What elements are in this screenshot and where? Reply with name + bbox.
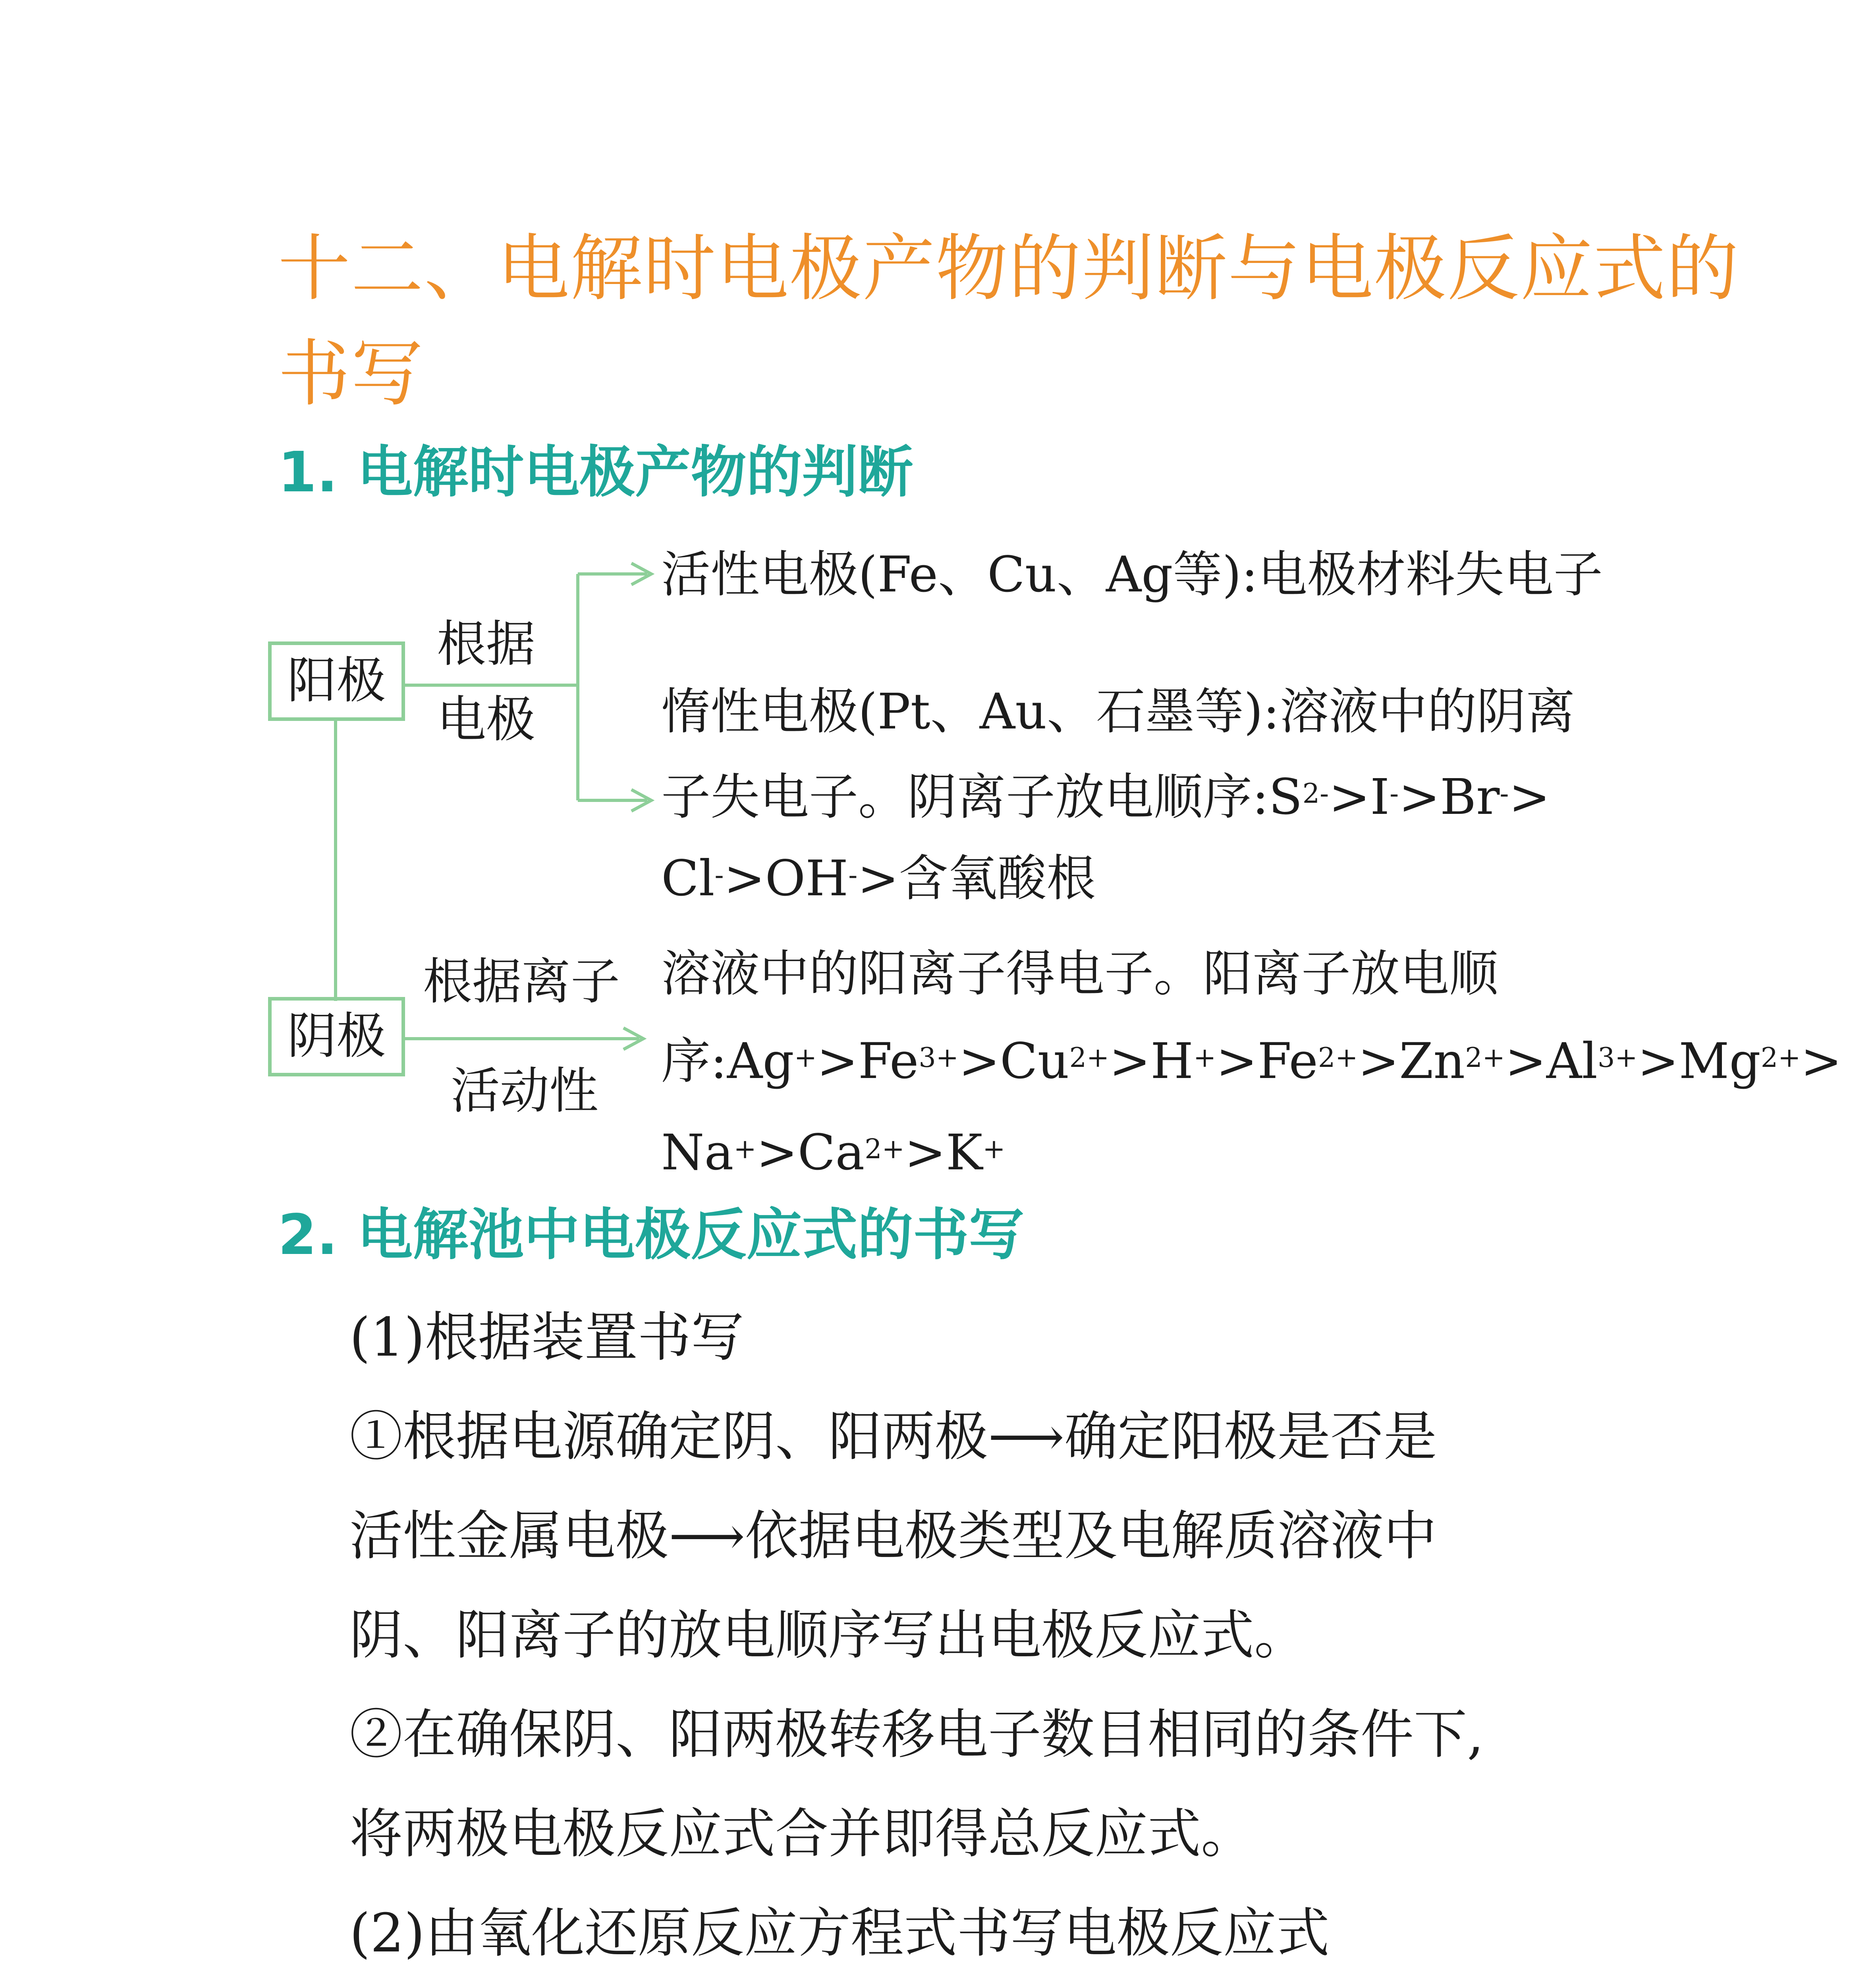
cathode-line-2: 序$:Ag^+>Fe^{3+}>Cu^{2+}>H^+>Fe^{2+}>Zn^{2+}>Al^{3+}>Mg^{2+}>$: [661, 1033, 1842, 1090]
inert-electrode-line-3: Cl->OH->含氧酸根: [661, 850, 1096, 907]
section-title-line-2: 书写: [278, 332, 424, 416]
cathode-line-1: 溶液中的阳离子得电子。阳离子放电顺: [661, 945, 1499, 1003]
subsection-heading-2: 2. 电解池中电极反应式的书写: [278, 1203, 1025, 1267]
body-line: 活性金属电极⟶依据电极类型及电解质溶液中: [349, 1505, 1437, 1567]
anode-box: 阳极: [268, 641, 405, 721]
anode-basis-line-2: 电极: [437, 691, 536, 748]
cathode-basis-line-1: 根据离子: [423, 953, 620, 1010]
inert-electrode-line-2: 子失电子。阴离子放电顺序$:S^{2-}>I^->Br^->$: [661, 769, 1550, 826]
body-line: 阴、阳离子的放电顺序写出电极反应式。: [349, 1604, 1308, 1666]
body-line: (1)根据装置书写: [349, 1306, 744, 1368]
anode-basis-line-1: 根据: [437, 616, 536, 673]
cathode-basis-line-2: 活动性: [451, 1063, 599, 1120]
inert-electrode-line-1: 惰性电极(Pt、Au、石墨等):溶液中的阴离: [661, 683, 1575, 740]
body-line: ②在确保阴、阳两极转移电子数目相同的条件下,: [349, 1704, 1484, 1766]
body-line: ①根据电源确定阴、阳两极⟶确定阳极是否是: [349, 1406, 1437, 1468]
cathode-box: 阴极: [268, 997, 405, 1076]
body-line: 将两极电极反应式合并即得总反应式。: [349, 1803, 1255, 1865]
active-electrode-text: 活性电极(Fe、Cu、Ag等):电极材料失电子: [661, 546, 1603, 603]
cathode-line-3: $Na^+>Ca^{2+}>K^+$: [661, 1124, 1006, 1181]
section-title-line-1: 十二、电解时电极产物的判断与电极反应式的: [278, 226, 1739, 311]
subsection-heading-1: 1. 电解时电极产物的判断: [278, 440, 913, 505]
body-line: (2)由氧化还原反应方程式书写电极反应式: [349, 1902, 1330, 1964]
